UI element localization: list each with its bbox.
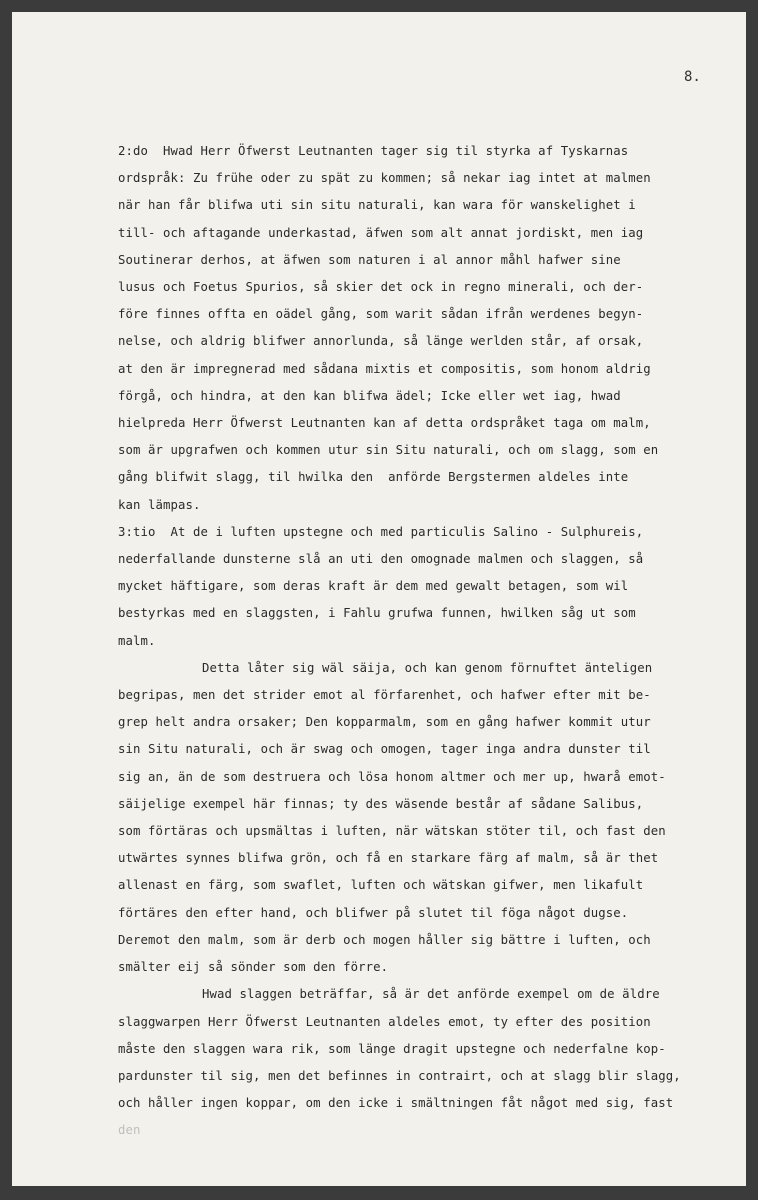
text-line: allenast en färg, som swaflet, luften och wätskan gifwer, men likafult [118,878,644,893]
text-line: 2:do Hwad Herr Öfwerst Leutnanten tager sig til styrka af Tyskarnas [118,144,629,158]
text-line: Hwad slaggen beträffar, så är det anförde exempel om de äldre [202,987,660,1002]
text-line: ordspråk: Zu frühe oder zu spät zu kommen; så nekar iag intet at malmen [118,171,651,186]
text-line: hielpreda Herr Öfwerst Leutnanten kan af detta ordspråket taga om malm, [118,416,651,431]
text-line: utwärtes synnes blifwa grön, och få en starkare färg af malm, så är thet [118,851,659,866]
text-line: och håller ingen koppar, om den icke i smältningen fåt något med sig, fast [118,1096,674,1111]
text-line: Deremot den malm, som är derb och mogen håller sig bättre i luften, och [118,932,651,947]
text-line: före finnes offta en oädel gång, som warit sådan ifrån werdenes begyn- [118,307,644,322]
text-line: smälter eij så sönder som den förre. [118,960,389,975]
text-line: grep helt andra orsaker; Den kopparmalm, som en gång hafwer kommit utur [118,715,651,730]
text-line: at den är impregnerad med sådana mixtis et compositis, som honom aldrig [118,361,651,376]
text-line: sin Situ naturali, och är swag och omogen, tager inga andra dunster til [118,742,651,757]
text-line: sig an, än de som destruera och lösa honom altmer och mer up, hwarå emot- [118,769,666,784]
text-line: den [118,1123,141,1138]
text-line: malm. [118,633,156,648]
text-line: förgå, och hindra, at den kan blifwa ädel; Icke eller wet iag, hwad [118,388,621,403]
page-number: 8. [684,69,701,85]
text-line: pardunster til sig, men det befinnes in contrairt, och at slagg blir slagg, [118,1068,681,1083]
document-body [118,138,738,1145]
text-line: kan lämpas. [118,497,201,512]
text-line: Detta låter sig wäl säija, och kan genom förnuftet änteligen [202,660,653,675]
document-page [12,12,746,1186]
text-line: slaggwarpen Herr Öfwerst Leutnanten aldeles emot, ty efter des position [118,1014,651,1029]
text-line: som är upgrafwen och kommen utur sin Situ naturali, och om slagg, som en [118,443,659,458]
text-line: nederfallande dunsterne slå an uti den omognade malmen och slaggen, så [118,552,644,567]
text-line: när han får blifwa uti sin situ naturali, kan wara för wanskelighet i [118,198,636,213]
text-line: gång blifwit slagg, til hwilka den anförde Bergstermen aldeles inte [118,470,629,485]
text-line: begripas, men det strider emot al förfarenhet, och hafwer efter mit be- [118,688,651,703]
text-line: till- och aftagande underkastad, äfwen som alt annat jordiskt, men iag [118,225,644,240]
text-line: 3:tio At de i luften upstegne och med particulis Salino - Sulphureis, [118,524,644,539]
text-line: bestyrkas med en slaggsten, i Fahlu grufwa funnen, hwilken såg ut som [118,606,636,621]
text-line: mycket häftigare, som deras kraft är dem med gewalt betagen, som wil [118,579,629,594]
text-line: säijelige exempel här finnas; ty des wäsende består af sådane Salibus, [118,796,644,811]
text-line: nelse, och aldrig blifwer annorlunda, så länge werlden står, af orsak, [118,334,644,349]
text-line: lusus och Foetus Spurios, så skier det ock in regno minerali, och der- [118,280,644,295]
text-line: förtäres den efter hand, och blifwer på slutet til föga något dugse. [118,905,629,920]
text-line: måste den slaggen wara rik, som länge dragit upstegne och nederfalne kop- [118,1041,666,1056]
text-line: som förtäras och upsmältas i luften, när wätskan stöter til, och fast den [118,824,666,839]
text-line: Soutinerar derhos, at äfwen som naturen i al annor måhl hafwer sine [118,252,621,267]
